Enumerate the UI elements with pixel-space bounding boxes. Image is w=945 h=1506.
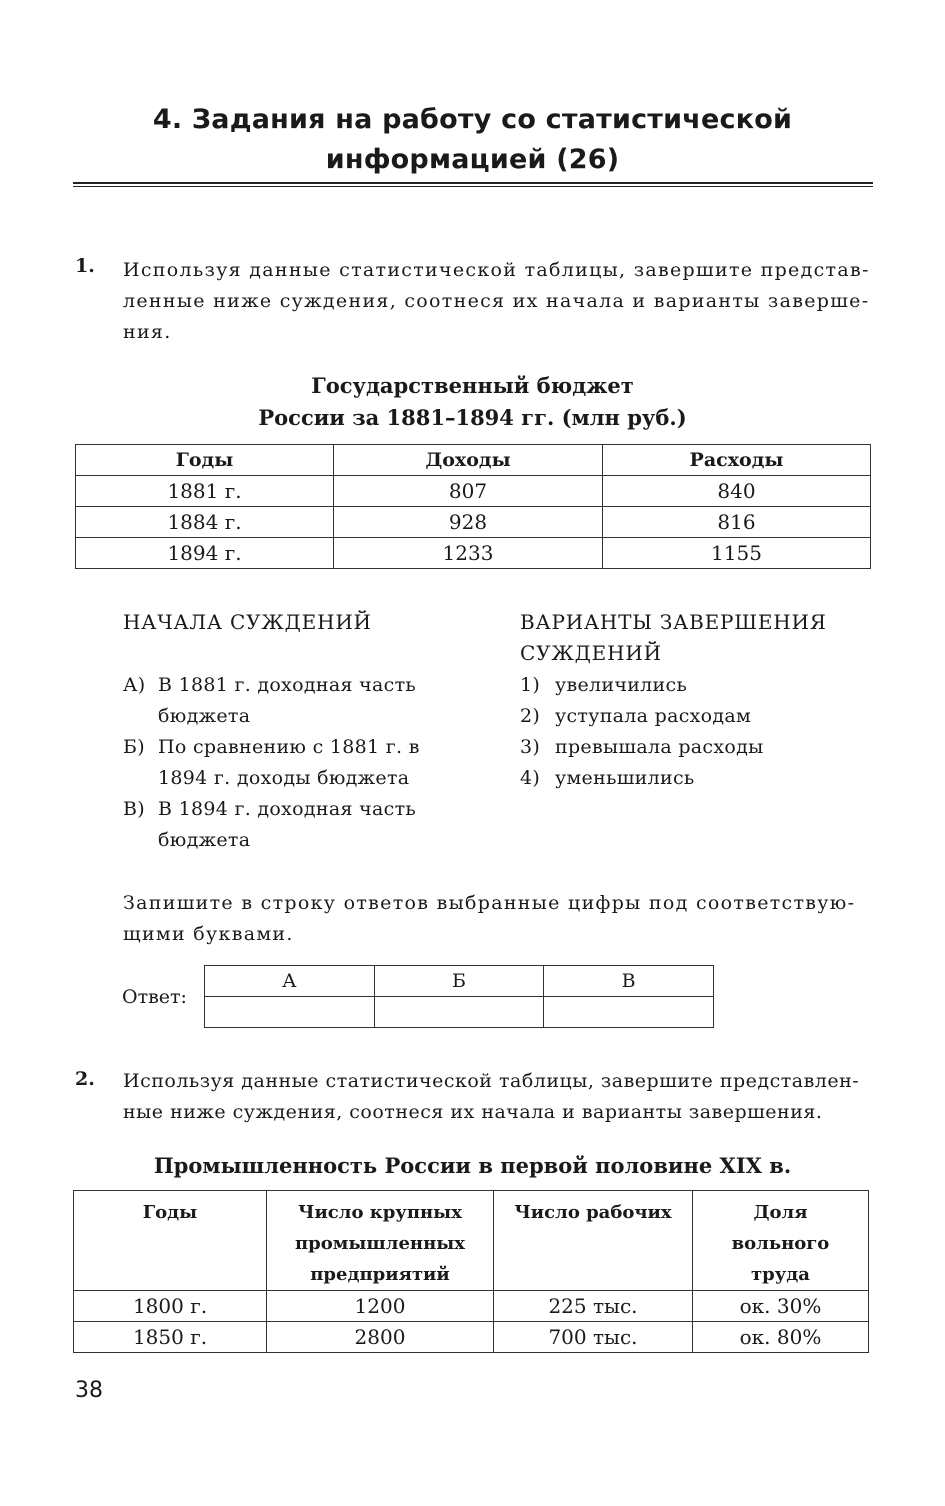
title-divider: [73, 182, 873, 187]
table-cell: ок. 80%: [693, 1322, 869, 1353]
answer-column-label: Б: [374, 966, 544, 997]
question-1-intro: [123, 255, 871, 348]
list-item: [520, 763, 870, 794]
table-cell: ок. 30%: [693, 1291, 869, 1322]
column-header: Число крупных промышленных предприятий: [267, 1191, 494, 1291]
list-item: [520, 701, 870, 732]
table-cell: 1881 г.: [76, 476, 334, 507]
variants-header: [520, 607, 827, 669]
table-header-row: [76, 445, 871, 476]
item-text: В 1881 г. доходная часть: [158, 674, 417, 696]
question-1-number: 1.: [75, 255, 95, 277]
table-cell: 1155: [603, 538, 871, 569]
table-cell: 2800: [267, 1322, 494, 1353]
section-title-line1: 4. Задания на работу со статистической: [152, 104, 793, 135]
question-1-intro-line3: ния.: [123, 321, 172, 343]
item-text: В 1894 г. доходная часть: [158, 798, 417, 820]
table-row: [76, 538, 871, 569]
industry-table-title: Промышленность России в первой половине XIX в.: [153, 1153, 792, 1178]
completion-variants-list: [520, 670, 870, 794]
table-header-row: [74, 1191, 869, 1291]
list-item: [520, 732, 870, 763]
list-item: [123, 732, 483, 794]
page-number: 38: [75, 1378, 103, 1403]
variants-header-line1: ВАРИАНТЫ ЗАВЕРШЕНИЯ: [520, 610, 827, 634]
answer-header-row: [205, 966, 714, 997]
table-row: [74, 1322, 869, 1353]
list-item: [520, 670, 870, 701]
item-text: превышала расходы: [555, 736, 764, 758]
item-label: 1): [520, 674, 541, 696]
answer-cell-b[interactable]: [374, 997, 544, 1028]
table-cell: 1894 г.: [76, 538, 334, 569]
item-text-continued: 1894 г. доходы бюджета: [158, 767, 410, 789]
question-2-number: 2.: [75, 1068, 95, 1090]
column-header: Число рабочих: [494, 1191, 693, 1291]
budget-table-title-line1: Государственный бюджет: [311, 373, 634, 398]
judgment-starts-list: [123, 670, 483, 856]
column-header: Доходы: [334, 445, 603, 476]
item-text-continued: бюджета: [158, 705, 251, 727]
question-2-intro-line1: Используя данные статистической таблицы, завершите представлен-: [123, 1070, 860, 1092]
table-cell: 1850 г.: [74, 1322, 267, 1353]
answer-cell-a[interactable]: [205, 997, 375, 1028]
answer-instruction-line1: Запишите в строку ответов выбранные цифры под соответствую-: [123, 892, 856, 914]
answer-column-label: В: [544, 966, 714, 997]
question-2-intro-line2: ные ниже суждения, соотнеся их начала и варианты завершения.: [123, 1101, 823, 1123]
table-row: [74, 1291, 869, 1322]
item-text: увеличились: [555, 674, 688, 696]
item-label: Б): [123, 736, 145, 758]
table-cell: 1884 г.: [76, 507, 334, 538]
answer-grid: [204, 965, 714, 1028]
item-text: уступала расходам: [555, 705, 752, 727]
answer-instruction: [123, 888, 871, 950]
variants-header-line2: СУЖДЕНИЙ: [520, 641, 662, 665]
item-text: уменьшились: [555, 767, 695, 789]
starts-header: НАЧАЛА СУЖДЕНИЙ: [123, 610, 372, 634]
item-label: 4): [520, 767, 541, 789]
table-cell: 928: [334, 507, 603, 538]
item-label: В): [123, 798, 145, 820]
question-1-intro-line1: Используя данные статистической таблицы, завершите представ-: [123, 259, 870, 281]
table-cell: 1233: [334, 538, 603, 569]
answer-label: Ответ:: [122, 986, 187, 1008]
budget-table: [75, 444, 871, 569]
column-header: Расходы: [603, 445, 871, 476]
column-header: Доля вольного труда: [693, 1191, 869, 1291]
table-cell: 1800 г.: [74, 1291, 267, 1322]
table-cell: 840: [603, 476, 871, 507]
table-cell: 225 тыс.: [494, 1291, 693, 1322]
column-header: Годы: [76, 445, 334, 476]
list-item: [123, 670, 483, 732]
section-title-line2: информацией (26): [325, 144, 620, 175]
table-row: [76, 507, 871, 538]
answer-instruction-line2: щими буквами.: [123, 923, 294, 945]
question-1-intro-line2: ленные ниже суждения, соотнеся их начала и варианты заверше-: [123, 290, 870, 312]
answer-cell-v[interactable]: [544, 997, 714, 1028]
question-2-intro: [123, 1066, 871, 1128]
table-cell: 1200: [267, 1291, 494, 1322]
table-cell: 700 тыс.: [494, 1322, 693, 1353]
section-title: [0, 100, 945, 180]
budget-table-title-line2: России за 1881–1894 гг. (млн руб.): [258, 405, 687, 430]
column-header: Годы: [74, 1191, 267, 1291]
item-label: 2): [520, 705, 541, 727]
table-cell: 816: [603, 507, 871, 538]
item-label: 3): [520, 736, 541, 758]
item-label: А): [123, 674, 146, 696]
list-item: [123, 794, 483, 856]
answer-input-row: [205, 997, 714, 1028]
table-cell: 807: [334, 476, 603, 507]
item-text-continued: бюджета: [158, 829, 251, 851]
budget-table-title: [0, 370, 945, 434]
item-text: По сравнению с 1881 г. в: [158, 736, 420, 758]
table-row: [76, 476, 871, 507]
industry-table: [73, 1190, 869, 1353]
answer-column-label: А: [205, 966, 375, 997]
